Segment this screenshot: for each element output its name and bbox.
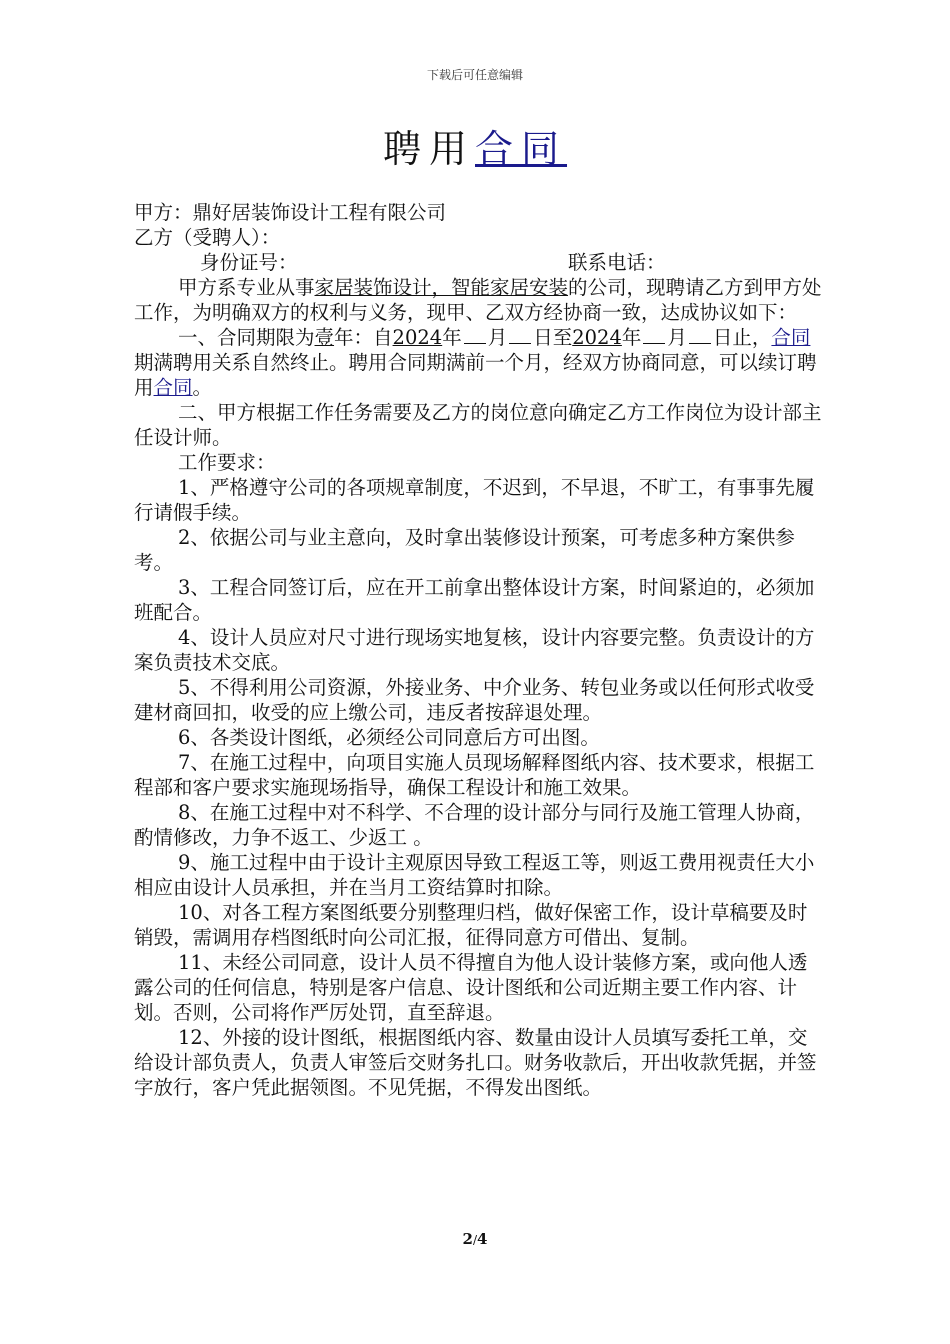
requirement-item: 8、在施工过程中对不科学、不合理的设计部分与同行及施工管理人协商，酌情修改，力争不返工、少返工 。 [134, 801, 815, 849]
page-separator: / [472, 1233, 478, 1247]
requirement-item: 1、严格遵守公司的各项规章制度，不迟到，不早退，不旷工，有事事先履行请假手续。 [134, 476, 815, 524]
title-text: 聘用 [382, 127, 475, 171]
requirement-item: 4、设计人员应对尺寸进行现场实地复核，设计内容要完整。负责设计的方案负责技术交底。 [134, 626, 815, 674]
c1-text: 。 [192, 376, 213, 399]
c1-text: 日至 [533, 326, 573, 349]
c1-text: 日止， [712, 326, 772, 349]
c1-text: 年 [442, 326, 462, 349]
clause-1 [134, 325, 824, 400]
start-day-blank [509, 325, 531, 344]
party-a: 甲方：鼎好居装饰设计工程有限公司 [134, 201, 447, 224]
document-title [0, 118, 950, 173]
business-scope: 家居装饰设计，智能家居安装 [314, 276, 569, 299]
start-year: 2024 [392, 326, 443, 349]
c1-text: 年 [621, 326, 642, 349]
c1-text: 月 [667, 326, 687, 349]
c1-text: 期满聘用关系自然终止。聘用合同期满前一个月，经双方协商同意，可以续订聘用 [134, 351, 817, 399]
start-month-blank [464, 325, 486, 344]
current-page: 2 [462, 1230, 473, 1248]
requirement-item: 11、未经公司同意，设计人员不得擅自为他人设计装修方案，或向他人透露公司的任何信息，特别是客户信息、设计图纸和公司近期主要工作内容、计划。否则，公司将作严厉处罚，直至辞退。 [134, 951, 808, 1024]
requirement-item: 5、不得利用公司资源，外接业务、中介业务、转包业务或以任何形式收受建材商回扣，收受的应上缴公司，违反者按辞退处理。 [134, 676, 815, 724]
end-month-blank [643, 325, 665, 344]
requirement-item: 10、对各工程方案图纸要分别整理归档，做好保密工作，设计草稿要及时销毁，需调用存档图纸时向公司汇报，征得同意方可借出、复制。 [134, 901, 808, 949]
contract-link[interactable]: 合同 [771, 326, 811, 349]
requirement-item: 9、施工过程中由于设计主观原因导致工程返工等，则返工费用视责任大小相应由设计人员承担，并在当月工资结算时扣除。 [134, 851, 815, 899]
id-label: 身份证号： [200, 251, 298, 274]
intro-paragraph [134, 275, 824, 325]
end-year: 2024 [572, 326, 622, 349]
contract-link[interactable]: 合同 [153, 376, 193, 399]
id-phone-row [134, 250, 824, 275]
c1-text: 年：自 [334, 326, 393, 349]
term-years: 壹 [314, 326, 335, 349]
document-body [134, 200, 824, 1100]
end-day-blank [689, 325, 711, 344]
clause-2: 二、甲方根据工作任务需要及乙方的岗位意向确定乙方工作岗位为设计部主任设计师。 [134, 401, 822, 449]
party-b: 乙方（受聘人）： [134, 226, 281, 249]
requirement-item: 2、依据公司与业主意向，及时拿出装修设计预案，可考虑多种方案供参考。 [134, 526, 795, 574]
requirement-item: 3、工程合同签订后，应在开工前拿出整体设计方案，时间紧迫的，必须加班配合。 [134, 576, 815, 624]
c1-text: 月 [487, 326, 508, 349]
requirements-heading: 工作要求： [178, 451, 276, 474]
header-note: 下载后可任意编辑 [426, 68, 523, 82]
title-link[interactable]: 合同 [475, 127, 568, 171]
page-number [0, 1230, 950, 1248]
requirement-item: 6、各类设计图纸，必须经公司同意后方可出图。 [178, 726, 600, 749]
total-pages: 4 [477, 1230, 488, 1248]
intro-text-2: 的公司，现聘请乙方到甲方处工作，为明确双方的权利与义务，现甲、乙双方经协商一致，达成协议如下： [134, 276, 822, 324]
requirement-item: 7、在施工过程中，向项目实施人员现场解释图纸内容、技术要求，根据工程部和客户要求实施现场指导，确保工程设计和施工效果。 [134, 751, 815, 799]
requirement-item: 12、外接的设计图纸，根据图纸内容、数量由设计人员填写委托工单，交给设计部负责人，负责人审签后交财务扎口。财务收款后，开出收款凭据，并签字放行，客户凭此据领图。不见凭据，不得发出图纸。 [134, 1026, 817, 1099]
intro-text-1: 甲方系专业从事 [178, 276, 315, 299]
c1-text: 一、合同期限为 [178, 326, 315, 349]
phone-label: 联系电话： [568, 251, 666, 274]
